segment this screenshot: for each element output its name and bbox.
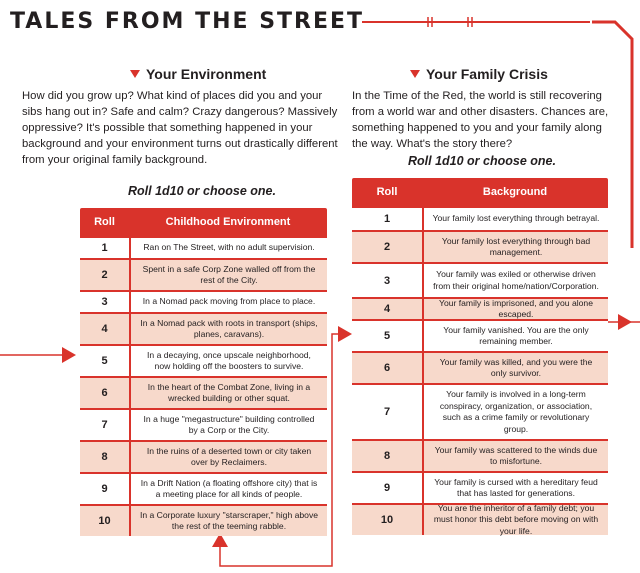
table-row [80,472,327,504]
crisis-heading-text: Your Family Crisis [426,66,548,82]
row-description: In a decaying, once upscale neighborhood, now holding off the boosters to survive. [131,346,327,376]
roll-number: 6 [352,353,422,383]
roll-number: 8 [80,442,129,472]
crisis-table-body [352,206,608,535]
table-row [352,471,608,503]
roll-number: 10 [80,506,129,536]
row-description: In the ruins of a deserted town or city taken over by Reclaimers. [131,442,327,472]
roll-number: 1 [80,238,129,258]
table-row [80,376,327,408]
table-row [80,236,327,258]
environment-roll-cue: Roll 1d10 or choose one. [128,184,276,198]
row-description: In the heart of the Combat Zone, living in a wrecked building or other squat. [131,378,327,408]
row-description: Spent in a safe Corp Zone walled off from the rest of the City. [131,260,327,290]
row-description: Your family was exiled or otherwise driven from their original home/nation/Corporation. [424,264,608,297]
row-description: Your family vanished. You are the only remaining member. [424,321,608,351]
table-row [352,206,608,230]
environment-table-body [80,236,327,536]
row-description: Your family was killed, and you were the only survivor. [424,353,608,383]
triangle-bullet-icon [130,70,140,78]
col-header-background: Background [482,186,548,198]
connector-arrow-right [338,326,352,342]
table-row [352,351,608,383]
environment-table-header [80,208,327,236]
crisis-heading [410,66,548,82]
row-description: Your family is involved in a long-term conspiracy, organization, or association, such as a crime family or revolutionary group. [424,385,608,439]
roll-number: 1 [352,208,422,230]
roll-number: 5 [352,321,422,351]
roll-number: 10 [352,505,422,535]
row-description: Your family lost everything through bad management. [424,232,608,262]
table-row [80,504,327,536]
table-row [80,258,327,290]
crisis-table-header [352,178,608,206]
table-row [352,230,608,262]
row-description: In a Corporate luxury "starscraper," high above the rest of the teeming rabble. [131,506,327,536]
crisis-intro: In the Time of the Red, the world is still recovering from a world war and other disasters. Chances are, something happened to you and your family along the way. What's the story there? [352,90,609,150]
row-description: Your family was scattered to the winds due to misfortune. [424,441,608,471]
row-description: In a Nomad pack with roots in transport (ships, planes, caravans). [131,314,327,344]
roll-number: 7 [80,410,129,440]
table-row [80,408,327,440]
row-description: Your family lost everything through betrayal. [424,208,608,230]
roll-number: 3 [80,292,129,312]
roll-number: 4 [80,314,129,344]
environment-table [80,208,327,536]
crisis-roll-cue: Roll 1d10 or choose one. [408,154,556,168]
environment-heading-text: Your Environment [146,66,267,82]
roll-number: 7 [352,385,422,439]
roll-number: 2 [80,260,129,290]
left-arrow-head [62,347,76,363]
table-row [352,319,608,351]
col-header-roll: Roll [94,216,115,228]
environment-intro: How did you grow up? What kind of places did you and your sibs hang out in? Safe and calm? Crazy dangerous? Massively oppressive? It's possible that something happened in your background and your environment turns out drastically different from your original family background. [22,90,338,166]
col-header-roll: Roll [376,186,398,198]
row-description: In a Nomad pack moving from place to place. [131,292,327,312]
col-header-childhood-environment: Childhood Environment [165,216,291,228]
row-description: Your family is imprisoned, and you alone escaped. [424,299,608,319]
roll-number: 6 [80,378,129,408]
roll-number: 5 [80,346,129,376]
roll-number: 4 [352,299,422,319]
table-row [80,344,327,376]
table-row [80,440,327,472]
row-description: You are the inheritor of a family debt; you must honor this debt before moving on with your life. [424,505,608,535]
crisis-table [352,178,608,535]
table-row [80,312,327,344]
right-arrow-head [618,314,632,330]
roll-number: 3 [352,264,422,297]
table-row [352,383,608,439]
environment-heading [130,66,266,82]
table-row [352,439,608,471]
table-row [352,503,608,535]
table-row [352,297,608,319]
roll-number: 9 [352,473,422,503]
roll-number: 2 [352,232,422,262]
row-description: Ran on The Street, with no adult supervision. [131,238,327,258]
row-description: Your family is cursed with a hereditary feud that has lasted for generations. [424,473,608,503]
table-row [80,290,327,312]
roll-number: 8 [352,441,422,471]
page-title: TALES FROM THE STREET [10,9,365,34]
row-description: In a huge "megastructure" building controlled by a Corp or the City. [131,410,327,440]
roll-number: 9 [80,474,129,504]
row-description: In a Drift Nation (a floating offshore city) that is a meeting place for all kinds of people. [131,474,327,504]
table-row [352,262,608,297]
triangle-bullet-icon [410,70,420,78]
